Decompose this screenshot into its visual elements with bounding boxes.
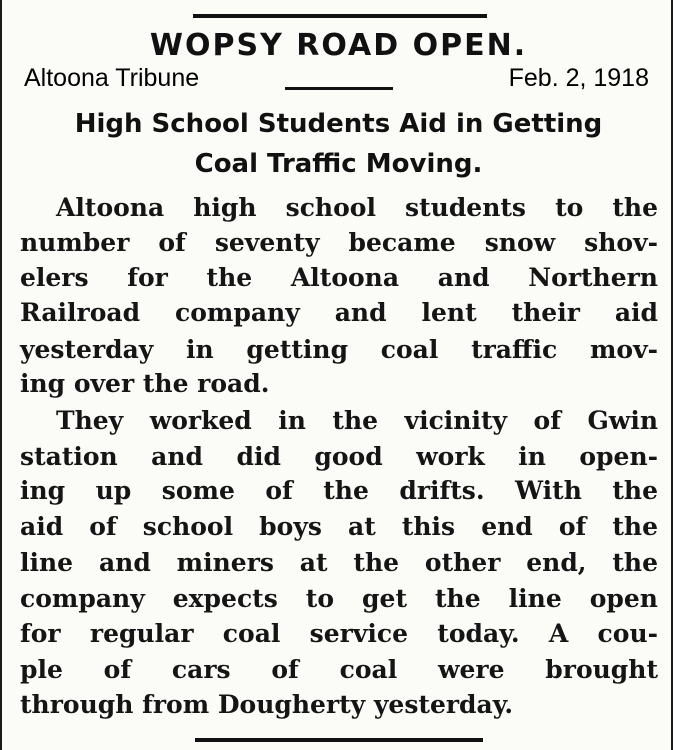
- subheadline-line: Coal Traffic Moving.: [194, 149, 483, 179]
- subheadline-line: High School Students Aid in Getting: [74, 109, 603, 139]
- bottom-rule: [195, 738, 483, 742]
- body-line: for regular coal service today. A cou-: [20, 619, 658, 648]
- date-label: Feb. 2, 1918: [508, 64, 649, 92]
- body-line: line and miners at the other end, the: [20, 548, 658, 577]
- body-line: through from Dougherty yesterday.: [20, 690, 514, 719]
- body-line: number of seventy became snow shov-: [20, 228, 658, 257]
- source-label: Altoona Tribune: [24, 64, 200, 92]
- body-line: Altoona high school students to the: [56, 193, 658, 222]
- top-rule: [193, 14, 487, 18]
- body-line: Railroad company and lent their aid: [20, 298, 658, 327]
- body-line: ing up some of the drifts. With the: [20, 476, 658, 505]
- body-line: yesterday in getting coal traffic mov-: [20, 335, 658, 364]
- body-line: ing over the road.: [20, 369, 270, 398]
- body-line: company expects to get the line open: [20, 584, 658, 613]
- body-line: aid of school boys at this end of the: [20, 512, 658, 541]
- body-line: ple of cars of coal were brought: [20, 655, 658, 684]
- headline: WOPSY ROAD OPEN.: [149, 28, 528, 63]
- headline-divider: [285, 87, 393, 90]
- body-line: station and did good work in open-: [20, 442, 658, 471]
- body-line: They worked in the vicinity of Gwin: [56, 406, 658, 435]
- body-line: elers for the Altoona and Northern: [20, 263, 658, 292]
